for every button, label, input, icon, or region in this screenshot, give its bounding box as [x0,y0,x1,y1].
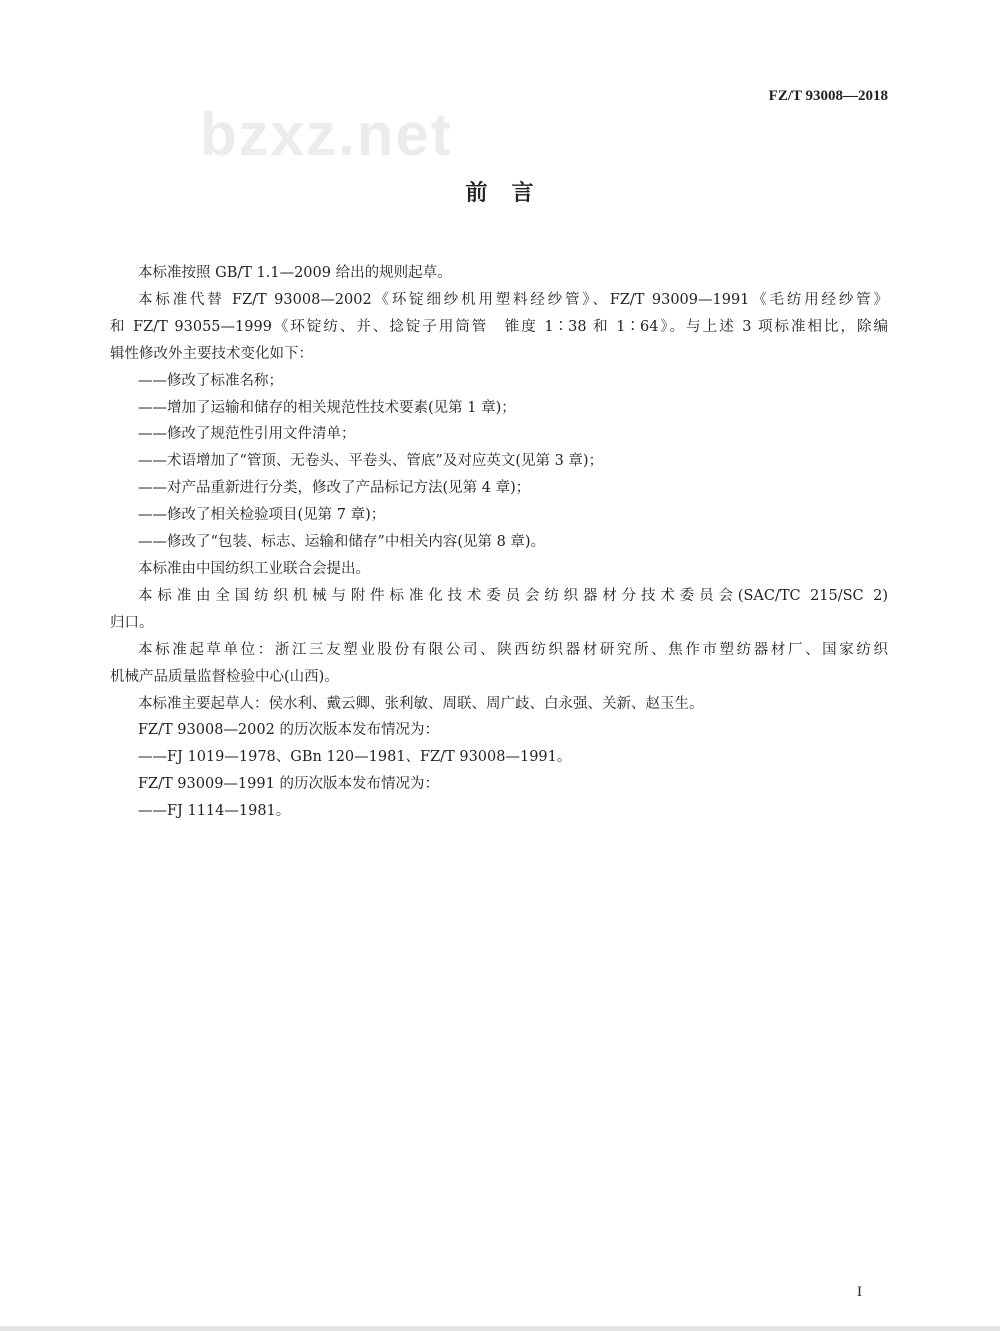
page-bottom-edge [0,1326,1000,1331]
paragraph-line: 本标准主要起草人：侯水利、戴云卿、张利敏、周联、周广歧、白永强、关新、赵玉生。 [138,695,704,712]
paragraph-line: 辑性修改外主要技术变化如下： [110,345,313,362]
paragraph-line: 本标准起草单位：浙江三友塑业股份有限公司、陕西纺织器材研究所、焦作市塑纺器材厂、国家纺织 [138,641,888,658]
standard-number: FZ/T 93008—2018 [768,88,888,104]
list-item: ——增加了运输和储存的相关规范性技术要素(见第 1 章)； [138,399,516,416]
list-item: ——术语增加了“管顶、无卷头、平卷头、管底”及对应英文(见第 3 章)； [138,453,604,470]
paragraph-line: 和 FZ/T 93055—1999《环锭纺、并、捻锭子用筒管 锥度 1∶38 和 1∶64》。与上述 3 项标准相比，除编 [110,318,888,335]
list-item: ——修改了标准名称； [138,372,283,389]
list-item: ——对产品重新进行分类，修改了产品标记方法(见第 4 章)； [138,480,531,497]
paragraph-line: FZ/T 93008—2002 的历次版本发布情况为： [138,722,439,739]
paragraph-line: 归口。 [110,614,154,631]
paragraph-line: FZ/T 93009—1991 的历次版本发布情况为： [138,776,439,793]
foreword-body [110,260,888,825]
paragraph-line: 本标准代替 FZ/T 93008—2002《环锭细纱机用塑料经纱管》、FZ/T 93009—1991《毛纺用经纱管》 [138,291,888,308]
list-item: ——FJ 1114—1981。 [138,803,291,820]
list-item: ——修改了相关检验项目(见第 7 章)； [138,507,386,524]
list-item: ——修改了“包装、标志、运输和储存”中相关内容(见第 8 章)。 [138,534,546,551]
list-item: ——修改了规范性引用文件清单； [138,426,356,443]
page-title: 前 言 [465,181,535,206]
paragraph-line: 本标准由全国纺织机械与附件标准化技术委员会纺织器材分技术委员会(SAC/TC 215/SC 2) [138,587,888,604]
paragraph-line: 机械产品质量监督检验中心(山西)。 [110,668,339,685]
watermark: bzxz.net [200,101,453,168]
page-number: I [857,1284,862,1300]
paragraph-line: 本标准按照 GB/T 1.1—2009 给出的规则起草。 [138,265,452,281]
list-item: ——FJ 1019—1978、GBn 120—1981、FZ/T 93008—1991。 [138,749,572,766]
paragraph-line: 本标准由中国纺织工业联合会提出。 [138,560,370,577]
